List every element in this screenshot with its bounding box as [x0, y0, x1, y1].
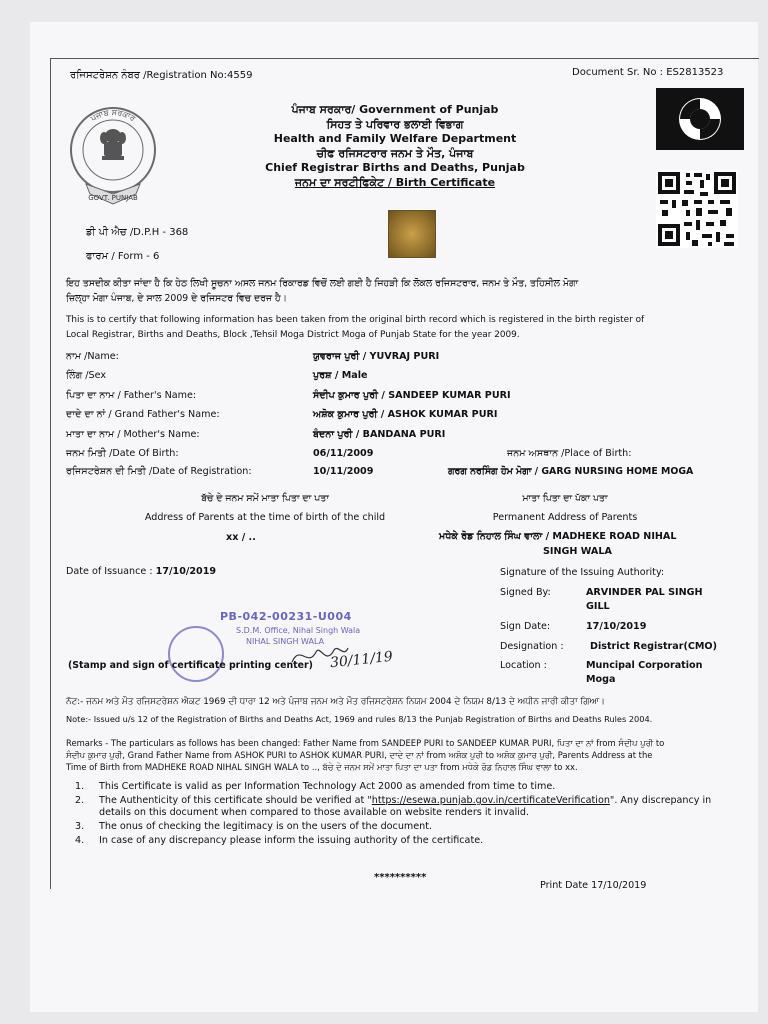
remarks [66, 737, 742, 773]
birth-address-label: Address of Parents at the time of birth of the child [144, 512, 386, 523]
document-serial-number: Document Sr. No : ES2813523 [572, 67, 724, 78]
sign-date-value: 17/10/2019 [586, 621, 647, 632]
location-value-line1: Muncipal Corporation [586, 660, 703, 671]
name-value: ਯੁਵਰਾਜ ਪੁਰੀ / YUVRAJ PURI [313, 351, 440, 362]
sex-label: ਲਿੰਗ /Sex [66, 370, 107, 381]
permanent-address-label-pa: ਮਾਤਾ ਪਿਤਾ ਦਾ ਪੱਕਾ ਪਤਾ [522, 493, 608, 504]
qr-code [656, 170, 738, 248]
certificate-header [240, 103, 550, 190]
signature-scribble-icon [290, 640, 350, 670]
round-stamp-icon [168, 626, 224, 682]
list-item: 2. The Authenticity of this certificate should be verified at "https://esewa.punjab.gov.in/certificateVerification". Any discrepancy in details on this document when compared to those available on website renders it invalid. [75, 795, 712, 818]
stamp-sign-label: (Stamp and sign of certificate printing center) [68, 660, 313, 671]
location-label: Location : [500, 660, 547, 671]
signature-authority-label: Signature of the Issuing Authority: [500, 567, 665, 578]
print-date: Print Date 17/10/2019 [540, 880, 647, 891]
end-stars: ********** [374, 872, 427, 883]
certify-text-pa-1: ਇਹ ਤਸਦੀਕ ਕੀਤਾ ਜਾਂਦਾ ਹੈ ਕਿ ਹੇਠ ਲਿਖੀ ਸੂਚਨਾ ਅਸਲ ਜਨਮ ਰਿਕਾਰਡ ਵਿਚੋਂ ਲਈ ਗਈ ਹੈ ਜਿਹੜੀ ਕਿ ਲੋਕਲ ਰਜਿਸਟਰਾਰ, ਜਨਮ ਤੇ ਮੌਤ, ਤਹਿਸੀਲ ਮੋਗਾ [66, 278, 579, 289]
sex-value: ਪੁਰਸ਼ / Male [313, 370, 368, 381]
list-item: 1. This Certificate is valid as per Information Technology Act 2000 as amended from time to time. [75, 781, 556, 792]
header-certificate-title: ਜਨਮ ਦਾ ਸਰਟੀਫਿਕੇਟ / Birth Certificate [294, 175, 496, 189]
birth-address-value: xx / .. [226, 532, 256, 543]
certify-text-en-2: Local Registrar, Births and Deaths, Block ,Tehsil Moga District Moga of Punjab State for the year 2009. [66, 330, 520, 340]
signed-by-value-line1: ARVINDER PAL SINGH [586, 587, 703, 598]
dob-label: ਜਨਮ ਮਿਤੀ /Date Of Birth: [66, 448, 179, 459]
place-of-birth-value: ਗਰਗ ਨਰਸਿੰਗ ਹੋਮ ਮੋਗਾ / GARG NURSING HOME MOGA [448, 466, 694, 477]
permanent-address-label: Permanent Address of Parents [492, 512, 638, 523]
dph-number: ਡੀ ਪੀ ਐਚ /D.P.H - 368 [86, 227, 189, 238]
header-registrar: Chief Registrar Births and Deaths, Punjab [265, 161, 525, 174]
dob-value: 06/11/2009 [313, 448, 374, 459]
stamp-place: NIHAL SINGH WALA [246, 637, 325, 646]
date-of-issuance [66, 566, 216, 577]
designation-value: District Registrar(CMO) [590, 641, 717, 652]
mother-name-label: ਮਾਤਾ ਦਾ ਨਾਮ / Mother's Name: [66, 429, 200, 440]
sign-date-label: Sign Date: [500, 621, 551, 632]
header-registrar-pa: ਚੀਫ ਰਜਿਸਟਰਾਰ ਜਨਮ ਤੇ ਮੌਤ, ਪੰਜਾਬ [316, 146, 474, 160]
date-of-issuance-value: 17/10/2019 [155, 566, 217, 577]
remarks-line2: ਸੰਦੀਪ ਕੁਮਾਰ ਪੁਰੀ, Grand Father Name from ASHOK PURI to ASHOK KUMAR PURI, ਦਾਦੇ ਦਾ ਨਾਂ from ਅਸ਼ੋਕ ਪੁਰੀ to ਅਸ਼ੋਕ ਕੁਮਾਰ ਪੁਰੀ, Parents Address at the [66, 750, 653, 760]
certify-text-en-1: This is to certify that following information has been taken from the original birth record which is registered in the birth register of [66, 315, 645, 325]
father-name-label: ਪਿਤਾ ਦਾ ਨਾਮ / Father's Name: [66, 390, 197, 401]
remarks-line3: Time of Birth from MADHEKE ROAD NIHAL SINGH WALA to .., ਬੱਚੇ ਦੇ ਜਨਮ ਸਮੇਂ ਮਾਤਾ ਪਿਤਾ ਦਾ ਪਤਾ from ਮਧੇਕੇ ਰੋਡ ਨਿਹਾਲ ਸਿੰਘ ਵਾਲਾ to xx. [66, 762, 578, 772]
svg-text:GOVT. PUNJAB: GOVT. PUNJAB [88, 194, 138, 202]
handwritten-date: 30/11/19 [329, 648, 394, 672]
stamp-office: S.D.M. Office, Nihal Singh Wala [236, 626, 361, 635]
terms-list [75, 781, 740, 849]
date-of-issuance-label: Date of Issuance : [66, 566, 153, 577]
grandfather-name-value: ਅਸ਼ੋਕ ਕੁਮਾਰ ਪੁਰੀ / ASHOK KUMAR PURI [313, 409, 498, 420]
form-number: ਫਾਰਮ / Form - 6 [86, 251, 160, 262]
government-seal [66, 94, 160, 218]
header-department: Health and Family Welfare Department [273, 132, 517, 145]
designation-label: Designation : [500, 641, 564, 652]
grandfather-name-label: ਦਾਦੇ ਦਾ ਨਾਂ / Grand Father's Name: [66, 409, 220, 420]
list-item: 3. The onus of checking the legitimacy is on the users of the document. [75, 821, 433, 832]
registration-number: ਰਜਿਸਟਰੇਸ਼ਨ ਨੰਬਰ /Registration No:4559 [70, 70, 253, 81]
remarks-line1: Remarks - The particulars as follows has been changed: Father Name from SANDEEP PURI to SANDEEP KUMAR PURI, ਪਿਤਾ ਦਾ ਨਾਂ from ਸੰਦੀਪ ਪੁਰੀ to [66, 738, 665, 748]
note-pa: ਨੋਟ:- ਜਨਮ ਅਤੇ ਮੌਤ ਰਜਿਸਟਰੇਸ਼ਨ ਐਕਟ 1969 ਦੀ ਧਾਰਾ 12 ਅਤੇ ਪੰਜਾਬ ਜਨਮ ਅਤੇ ਮੌਤ ਰਜਿਸਟਰੇਸ਼ਨ ਨਿਯਮ 2004 ਦੇ ਨਿਯਮ 8/13 ਦੇ ਅਧੀਨ ਜਾਰੀ ਕੀਤਾ ਗਿਆ। [66, 697, 605, 707]
svg-text:ਪੰਜਾਬ ਸਰਕਾਰ: ਪੰਜਾਬ ਸਰਕਾਰ [89, 107, 137, 124]
note-en: Note:- Issued u/s 12 of the Registration of Births and Deaths Act, 1969 and rules 8/13 the Punjab Registration of Births and Deaths Rules 2004. [66, 714, 653, 724]
header-government: ਪੰਜਾਬ ਸਰਕਾਰ/ Government of Punjab [291, 103, 499, 116]
signed-by-value-line2: GILL [586, 601, 610, 612]
header-department-pa: ਸਿਹਤ ਤੇ ਪਰਿਵਾਰ ਭਲਾਈ ਵਿਭਾਗ [326, 117, 464, 131]
permanent-address-value-line2: SINGH WALA [543, 546, 612, 557]
hologram-seal-icon [388, 210, 436, 258]
signed-by-label: Signed By: [500, 587, 551, 598]
father-name-value: ਸੰਦੀਪ ਕੁਮਾਰ ਪੁਰੀ / SANDEEP KUMAR PURI [313, 390, 511, 401]
registration-date-value: 10/11/2009 [313, 466, 374, 477]
location-value-line2: Moga [586, 674, 616, 685]
permanent-address-value-line1: ਮਧੇਕੇ ਰੋਡ ਨਿਹਾਲ ਸਿੰਘ ਵਾਲਾ / MADHEKE ROAD NIHAL [439, 531, 677, 542]
verification-link[interactable]: https://esewa.punjab.gov.in/certificateVerification [371, 795, 610, 806]
esewa-logo [656, 88, 744, 150]
registration-date-label: ਰਜਿਸਟਰੇਸ਼ਨ ਦੀ ਮਿਤੀ /Date of Registration: [66, 466, 252, 477]
stamp-code: PB-042-00231-U004 [220, 610, 352, 623]
certify-text-pa-2: ਜ਼ਿਲ੍ਹਾ ਮੋਗਾ ਪੰਜਾਬ, ਦੇ ਸਾਲ 2009 ਦੇ ਰਜਿਸਟਰ ਵਿਚ ਦਰਜ ਹੈ। [66, 293, 287, 304]
mother-name-value: ਬੰਦਨਾ ਪੁਰੀ / BANDANA PURI [313, 429, 446, 440]
list-item: 4. In case of any discrepancy please inform the issuing authority of the certificate. [75, 835, 484, 846]
place-of-birth-label: ਜਨਮ ਅਸਥਾਨ /Place of Birth: [507, 448, 632, 459]
name-label: ਨਾਮ /Name: [66, 351, 119, 362]
birth-address-label-pa: ਬੱਚੇ ਦੇ ਜਨਮ ਸਮੇਂ ਮਾਤਾ ਪਿਤਾ ਦਾ ਪਤਾ [201, 493, 329, 504]
